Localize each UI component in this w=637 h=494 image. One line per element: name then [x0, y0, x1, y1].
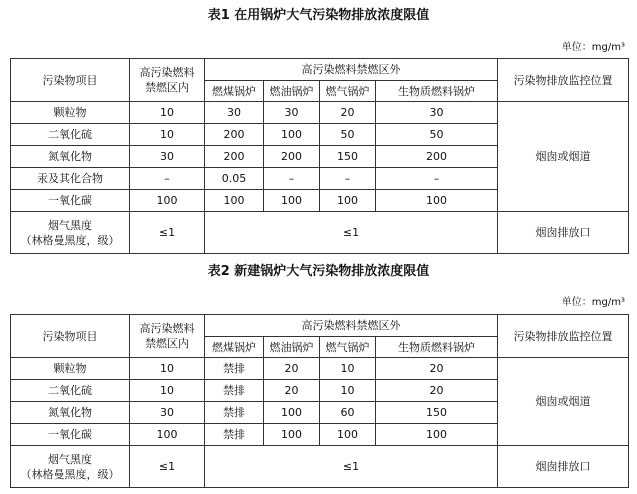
table2-smoke-row	[11, 446, 629, 488]
cell-oil: 100	[264, 190, 320, 212]
table2-subheader-oil: 燃油锅炉	[264, 337, 320, 358]
cell-gas: 150	[320, 146, 376, 168]
row-name: 颗粒物	[11, 102, 130, 124]
cell-gas: 100	[320, 424, 376, 446]
table1-header-outside: 高污染燃料禁燃区外	[205, 59, 498, 81]
cell-biomass: 20	[376, 358, 498, 380]
table2-header-pollutant: 污染物项目	[11, 315, 130, 358]
table1-subheader-gas: 燃气锅炉	[320, 81, 376, 102]
smoke-name-line2: （林格曼黑度，级）	[20, 467, 120, 481]
cell-restricted: –	[130, 168, 205, 190]
cell-biomass: 100	[376, 424, 498, 446]
cell-oil: 20	[264, 358, 320, 380]
table2-subheader-coal: 燃煤锅炉	[205, 337, 264, 358]
cell-coal: 0.05	[205, 168, 264, 190]
cell-oil: 200	[264, 146, 320, 168]
smoke-monitor: 烟囱排放口	[498, 446, 629, 488]
cell-biomass: 30	[376, 102, 498, 124]
table1-subheader-biomass: 生物质燃料锅炉	[376, 81, 498, 102]
row-name: 二氧化硫	[11, 124, 130, 146]
cell-oil: 100	[264, 124, 320, 146]
cell-oil: 20	[264, 380, 320, 402]
cell-gas: 60	[320, 402, 376, 424]
cell-coal: 禁排	[205, 380, 264, 402]
table2-caption: 表2 新建锅炉大气污染物排放浓度限值	[207, 264, 430, 279]
table2-header-monitor: 污染物排放监控位置	[498, 315, 629, 358]
cell-coal: 200	[205, 146, 264, 168]
cell-restricted: 10	[130, 380, 205, 402]
cell-coal: 禁排	[205, 358, 264, 380]
cell-restricted: 10	[130, 358, 205, 380]
table1-unit: 单位：mg/m³	[561, 42, 625, 53]
cell-gas: 10	[320, 358, 376, 380]
cell-biomass: 20	[376, 380, 498, 402]
table2-subheader-biomass: 生物质燃料锅炉	[376, 337, 498, 358]
table1-header-monitor: 污染物排放监控位置	[498, 59, 629, 102]
row-name: 二氧化硫	[11, 380, 130, 402]
table2-header-restricted	[130, 315, 205, 358]
cell-oil: 100	[264, 424, 320, 446]
table1-subheader-oil: 燃油锅炉	[264, 81, 320, 102]
table2	[10, 314, 629, 488]
table1	[10, 58, 629, 254]
table1-header-restricted-line1: 高污染燃料	[139, 66, 195, 79]
cell-oil: 30	[264, 102, 320, 124]
cell-biomass: 200	[376, 146, 498, 168]
row-name: 颗粒物	[11, 358, 130, 380]
cell-coal: 200	[205, 124, 264, 146]
table2-monitor-main: 烟囱或烟道	[498, 358, 629, 446]
smoke-name	[11, 212, 130, 254]
cell-coal: 禁排	[205, 402, 264, 424]
cell-biomass: 50	[376, 124, 498, 146]
cell-gas: 50	[320, 124, 376, 146]
table1-header-row	[11, 59, 629, 81]
table2-header-row	[11, 315, 629, 337]
smoke-name	[11, 446, 130, 488]
row-name: 汞及其化合物	[11, 168, 130, 190]
cell-gas: 20	[320, 102, 376, 124]
cell-restricted: 10	[130, 124, 205, 146]
table1-header-restricted	[130, 59, 205, 102]
row-name: 一氧化碳	[11, 190, 130, 212]
table1-header-restricted-line2: 禁燃区内	[145, 81, 189, 94]
table1-header-pollutant: 污染物项目	[11, 59, 130, 102]
table1-smoke-row	[11, 212, 629, 254]
smoke-outside: ≤1	[205, 446, 498, 488]
table-row	[11, 102, 629, 124]
smoke-name-line1: 烟气黑度	[48, 218, 92, 232]
table2-header-outside: 高污染燃料禁燃区外	[205, 315, 498, 337]
table2-header-restricted-line1: 高污染燃料	[139, 322, 195, 335]
smoke-monitor: 烟囱排放口	[498, 212, 629, 254]
cell-oil: –	[264, 168, 320, 190]
table2-header-restricted-line2: 禁燃区内	[145, 337, 189, 350]
cell-restricted: 30	[130, 402, 205, 424]
cell-oil: 100	[264, 402, 320, 424]
cell-gas: 10	[320, 380, 376, 402]
table-row	[11, 358, 629, 380]
smoke-name-line1: 烟气黑度	[48, 452, 92, 466]
table2-subheader-gas: 燃气锅炉	[320, 337, 376, 358]
table1-monitor-main: 烟囱或烟道	[498, 102, 629, 212]
cell-coal: 100	[205, 190, 264, 212]
cell-restricted: 100	[130, 424, 205, 446]
row-name: 氮氧化物	[11, 146, 130, 168]
row-name: 一氧化碳	[11, 424, 130, 446]
table1-subheader-coal: 燃煤锅炉	[205, 81, 264, 102]
cell-restricted: 30	[130, 146, 205, 168]
table2-unit: 单位：mg/m³	[561, 297, 625, 308]
cell-biomass: –	[376, 168, 498, 190]
cell-coal: 禁排	[205, 424, 264, 446]
row-name: 氮氧化物	[11, 402, 130, 424]
cell-biomass: 100	[376, 190, 498, 212]
table1-caption: 表1 在用锅炉大气污染物排放浓度限值	[207, 8, 430, 23]
smoke-outside: ≤1	[205, 212, 498, 254]
cell-coal: 30	[205, 102, 264, 124]
smoke-restricted: ≤1	[130, 446, 205, 488]
smoke-name-line2: （林格曼黑度，级）	[20, 233, 120, 247]
cell-biomass: 150	[376, 402, 498, 424]
cell-gas: –	[320, 168, 376, 190]
cell-restricted: 100	[130, 190, 205, 212]
cell-gas: 100	[320, 190, 376, 212]
cell-restricted: 10	[130, 102, 205, 124]
smoke-restricted: ≤1	[130, 212, 205, 254]
